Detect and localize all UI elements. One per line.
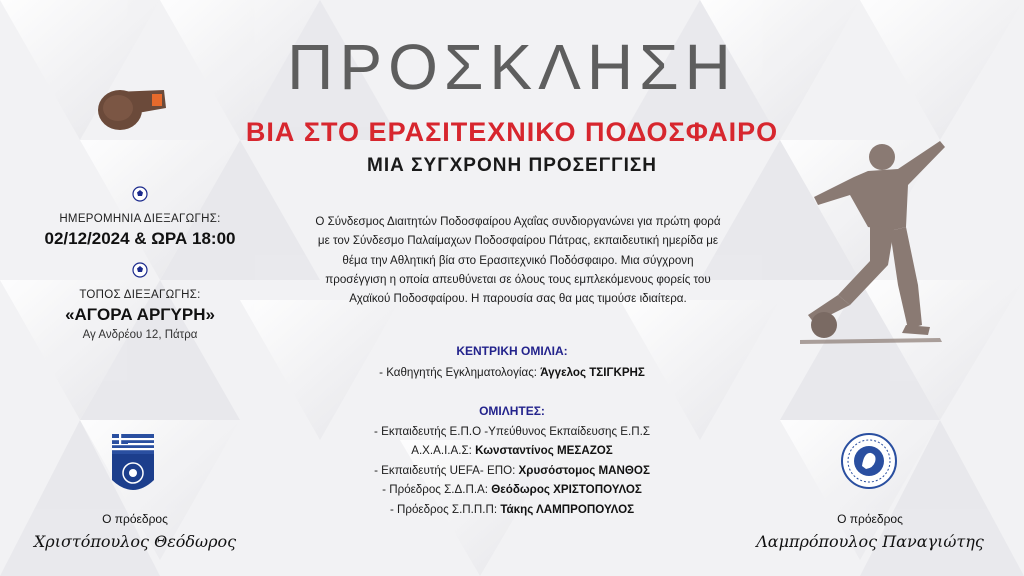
left-signature bbox=[20, 512, 250, 551]
page-title: ΠΡΟΣΚΛΗΣΗ bbox=[287, 31, 737, 103]
date-block bbox=[20, 186, 260, 249]
keynote-heading: ΚΕΝΤΡΙΚΗ ΟΜΙΛΙΑ: bbox=[456, 344, 568, 358]
speaker-item bbox=[262, 480, 762, 500]
right-signature bbox=[750, 512, 990, 551]
speaker-name: Τάκης ΛΑΜΠΡΟΠΟΥΛΟΣ bbox=[500, 502, 635, 516]
place-value: «ΑΓΟΡΑ ΑΡΓΥΡΗ» bbox=[65, 305, 215, 324]
speaker-role: - Πρόεδρος Σ.Π.Π.Π: bbox=[389, 502, 501, 516]
keynote-section bbox=[262, 344, 762, 379]
speakers-section bbox=[262, 402, 762, 519]
right-signature-name: Λαμπρόπουλος Παναγιώτης bbox=[756, 532, 984, 551]
right-signature-role: Ο πρόεδρος bbox=[837, 512, 903, 526]
intro-paragraph bbox=[270, 212, 766, 308]
speaker-item bbox=[262, 461, 762, 481]
place-label: ΤΟΠΟΣ ΔΙΕΞΑΓΩΓΗΣ: bbox=[79, 289, 201, 301]
event-tagline: ΜΙΑ ΣΥΓΧΡΟΝΗ ΠΡΟΣΕΓΓΙΣΗ bbox=[367, 155, 657, 176]
speaker-name: Κωνσταντίνος ΜΕΣΑΖΟΣ bbox=[475, 444, 613, 457]
keynote-role: - Καθηγητής Εγκληματολογίας: bbox=[379, 366, 541, 379]
veterans-association-emblem bbox=[840, 432, 898, 490]
place-block bbox=[20, 262, 260, 341]
referees-association-emblem bbox=[106, 432, 160, 500]
speaker-role: - Εκπαιδευτής Ε.Π.Ο -Υπεύθυνος Εκπαίδευσης Ε.Π.Σ bbox=[374, 424, 650, 438]
left-signature-role: Ο πρόεδρος bbox=[102, 512, 168, 526]
keynote-name: Άγγελος ΤΣΙΓΚΡΗΣ bbox=[540, 366, 645, 379]
date-label: ΗΜΕΡΟΜΗΝΙΑ ΔΙΕΞΑΓΩΓΗΣ: bbox=[59, 213, 221, 225]
left-signature-name: Χριστόπουλος Θεόδωρος bbox=[33, 532, 237, 551]
intro-line: Ο Σύνδεσμος Διαιτητών Ποδοσφαίρου Αχαΐας συνδιοργανώνει για πρώτη φορά bbox=[315, 215, 721, 228]
intro-line: προσέγγιση η οποία απευθύνεται σε όλους τους εμπλεκόμενους φορείς του bbox=[325, 272, 711, 286]
intro-line: με τον Σύνδεσμο Παλαίμαχων Ποδοσφαίρου Πάτρας, εκπαιδευτική ημερίδα με bbox=[317, 234, 719, 248]
date-value: 02/12/2024 & ΩΡΑ 18:00 bbox=[44, 229, 236, 248]
speaker-role: - Πρόεδρος Σ.Δ.Π.Α: bbox=[382, 483, 492, 496]
soccer-ball-icon bbox=[132, 186, 148, 202]
speaker-role: - Εκπαιδευτής UEFA- ΕΠΟ: bbox=[374, 463, 519, 477]
intro-line: Αχαϊκού Ποδοσφαίρου. Η παρουσία σας θα μας τιμούσε ιδιαίτερα. bbox=[349, 292, 687, 306]
place-address: Αγ Ανδρέου 12, Πάτρα bbox=[82, 329, 198, 341]
keynote-speaker bbox=[262, 366, 762, 379]
event-subtitle: ΒΙΑ ΣΤΟ ΕΡΑΣΙΤΕΧΝΙΚΟ ΠΟΔΟΣΦΑΙΡΟ bbox=[245, 117, 779, 147]
speaker-item bbox=[262, 500, 762, 520]
speaker-name: Χρυσόστομος ΜΑΝΘΟΣ bbox=[518, 463, 650, 477]
intro-line: θέμα την Αθλητική βία στο Ερασιτεχνικό Ποδόσφαιρο. Μια σύγχρονη bbox=[342, 253, 694, 267]
soccer-ball-icon bbox=[132, 262, 148, 278]
speakers-heading: ΟΜΙΛΗΤΕΣ: bbox=[479, 404, 545, 418]
speaker-role: Α.Χ.Α.Ι.Α.Σ: bbox=[411, 444, 476, 457]
speaker-item bbox=[262, 422, 762, 442]
speaker-item bbox=[262, 441, 762, 461]
speaker-name: Θεόδωρος ΧΡΙΣΤΟΠΟΥΛΟΣ bbox=[491, 483, 642, 496]
